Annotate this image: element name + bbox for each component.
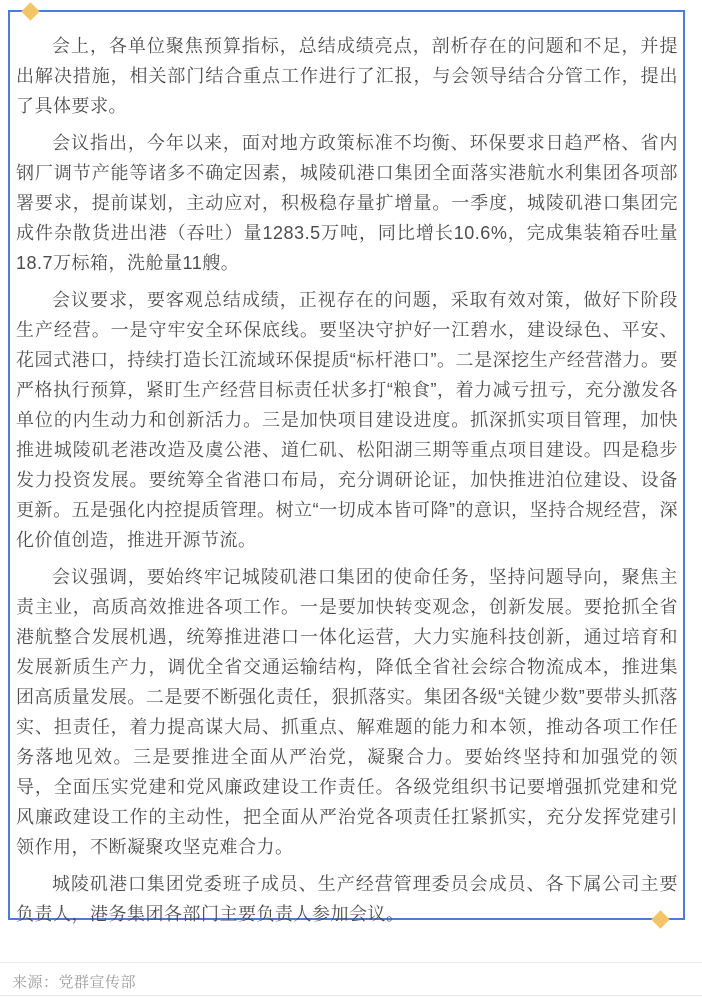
article-paragraph: 城陵矶港口集团党委班子成员、生产经营管理委员会成员、各下属公司主要负责人，港务集团各部门主要负责人参加会议。 (16, 874, 678, 924)
article-paragraph: 会议强调，要始终牢记城陵矶港口集团的使命任务，坚持问题导向，聚焦主责主业，高质高效推进各项工作。一是要加快转变观念，创新发展。要抢抓全省港航整合发展机遇，统筹推进港口一体化运营，大力实施科技创新，通过培育和发展新质生产力，调优全省交通运输结构，降低全省社会综合物流成本，推进集团高质量发展。二是要不断强化责任，狠抓落实。集团各级“关键少数”要带头抓落实、担责任，着力提高谋大局、抓重点、解难题的能力和本领，推动各项工作任务落地见效。三是要推进全面从严治党，凝聚合力。要始终坚持和加强党的领导，全面压实党建和党风廉政建设工作责任。各级党组织书记要增强抓党建和党风廉政建设工作的主动性，把全面从严治党各项责任扛紧抓实，充分发挥党建引领作用，不断凝聚攻坚克难合力。 (16, 567, 678, 857)
article-paragraph: 会议要求，要客观总结成绩，正视存在的问题，采取有效对策，做好下阶段生产经营。一是守牢安全环保底线。要坚决守护好一江碧水，建设绿色、平安、花园式港口，持续打造长江流域环保提质“标杆港口”。二是深挖生产经营潜力。要严格执行预算，紧盯生产经营目标责任状多打“粮食”，着力减亏扭亏，充分激发各单位的内生动力和创新活力。三是加快项目建设进度。抓深抓实项目管理，加快推进城陵矶老港改造及虞公港、道仁矶、松阳湖三期等重点项目建设。四是稳步发力投资发展。要统筹全省港口布局，充分调研论证，加快推进泊位建设、设备更新。五是强化内控提质管理。树立“一切成本皆可降”的意识，坚持合规经营，深化价值创造，推进开源节流。 (16, 290, 678, 550)
footer-divider (0, 962, 702, 963)
article-paragraph: 会上，各单位聚焦预算指标，总结成绩亮点，剖析存在的问题和不足，并提出解决措施，相关部门结合重点工作进行了汇报，与会领导结合分管工作，提出了具体要求。 (16, 36, 678, 116)
diamond-ornament-top-icon (21, 2, 39, 20)
source-label: 来源：党群宣传部 (12, 974, 137, 991)
bottom-rule (0, 995, 702, 996)
article-body (16, 31, 678, 929)
article-frame (8, 10, 685, 924)
article-paragraph: 会议指出，今年以来，面对地方政策标准不均衡、环保要求日趋严格、省内钢厂调节产能等诸多不确定因素，城陵矶港口集团全面落实港航水利集团各项部署要求，提前谋划，主动应对，积极稳存量扩增量。一季度，城陵矶港口集团完成件杂散货进出港（吞吐）量1283.5万吨，同比增长10.6%，完成集装箱吞吐量18.7万标箱，洗舱量11艘。 (16, 133, 678, 273)
